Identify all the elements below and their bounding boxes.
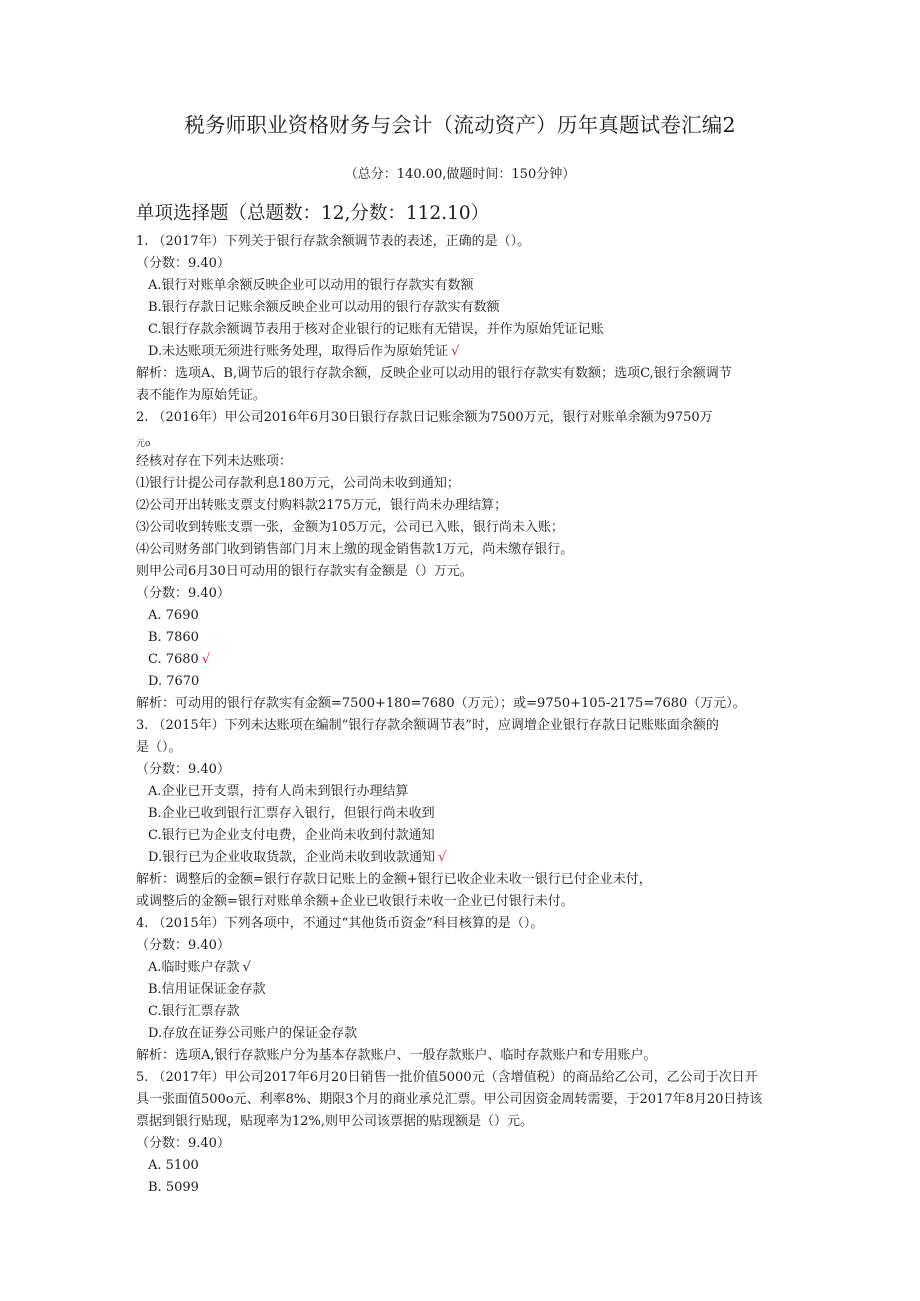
question-4	[136, 913, 796, 1067]
list-item: ⑶公司收到转账支票一张，金额为105万元，公司已入账，银行尚未入账；	[136, 520, 564, 535]
question-score: （分数：9.40）	[136, 1136, 230, 1151]
question-stem: 是（）。	[136, 740, 182, 755]
option-text: D.银行已为企业收取货款，企业尚未收到收款通知	[148, 850, 436, 865]
question-score: （分数：9.40）	[136, 586, 230, 601]
option-text: D.存放在证券公司账户的保证金存款	[148, 1026, 358, 1041]
analysis-line: 解析：选项A、B,调节后的银行存款余额，反映企业可以动用的银行存款实有数额；选项C,银行余额调节	[136, 366, 732, 381]
option-c	[136, 825, 796, 847]
analysis-line: 表不能作为原始凭证。	[136, 388, 267, 403]
stem-fragment: 元o	[136, 439, 151, 449]
correct-check-icon: √	[438, 850, 447, 865]
option-text: A. 5100	[148, 1158, 199, 1173]
document-subtitle: （总分：140.00,做题时间：150分钟）	[344, 167, 576, 182]
option-text: B. 7860	[148, 630, 199, 645]
option-b	[136, 979, 796, 1001]
list-item: ⑵公司开出转账支票支付购料款2175万元，银行尚未办理结算；	[136, 498, 508, 513]
question-score: （分数：9.40）	[136, 938, 230, 953]
option-text: A.企业已开支票，持有人尚未到银行办理结算	[148, 784, 409, 799]
question-list	[136, 231, 796, 1199]
document-title: 税务师职业资格财务与会计（流动资产）历年真题试卷汇编2	[184, 113, 736, 137]
option-d	[136, 1023, 796, 1045]
option-a	[136, 957, 796, 979]
question-1	[136, 231, 796, 407]
question-5	[136, 1067, 796, 1199]
option-a	[136, 781, 796, 803]
analysis-line: 解析：可动用的银行存款实有金额=7500+180=7680（万元）；或=9750+105-2175=7680（万元）。	[136, 696, 746, 711]
question-text: 则甲公司6月30日可动用的银行存款实有金额是（）万元。	[136, 564, 473, 579]
option-text: B.信用证保证金存款	[148, 982, 266, 997]
question-score: （分数：9.40）	[136, 256, 230, 271]
option-text: A.银行对账单余额反映企业可以动用的银行存款实有数额	[148, 278, 474, 293]
question-stem: 3. （2015年）下列未达账项在编制“银行存款余额调节表”时，应调增企业银行存款日记账账面余额的	[136, 718, 719, 733]
option-d	[136, 341, 796, 363]
question-stem: 4. （2015年）下列各项中，不通过“其他货币资金”科目核算的是（）。	[136, 916, 544, 931]
question-stem: 5. （2017年）甲公司2017年6月20日销售一批价值5000元（含增值税）的商品给乙公司，乙公司于次日开	[136, 1070, 758, 1085]
option-c	[136, 649, 796, 671]
analysis-line: 解析：调整后的金额=银行存款日记账上的金额+银行已收企业未收一银行已付企业未付，	[136, 872, 652, 887]
list-item: ⑴银行计提公司存款利息180万元，公司尚未收到通知；	[136, 476, 460, 491]
option-text: B. 5099	[148, 1180, 199, 1195]
analysis-line: 或调整后的金额=银行对账单余额+企业已收银行未收一企业已付银行未付。	[136, 894, 574, 909]
option-a	[136, 605, 796, 627]
option-text: C.银行存款余额调节表用于核对企业银行的记账有无错误，并作为原始凭证记账	[148, 322, 604, 337]
option-text: C. 7680	[148, 652, 199, 667]
option-c	[136, 1001, 796, 1023]
option-a	[136, 1155, 796, 1177]
option-b	[136, 297, 796, 319]
option-text: A.临时账户存款	[148, 960, 240, 975]
analysis-line: 解析：选项A,银行存款账户分为基本存款账户、一般存款账户、临时存款账户和专用账户。	[136, 1048, 657, 1063]
option-b	[136, 1177, 796, 1199]
option-c	[136, 319, 796, 341]
option-d	[136, 847, 796, 869]
question-score: （分数：9.40）	[136, 762, 230, 777]
option-text: A. 7690	[148, 608, 199, 623]
option-text: D. 7670	[148, 674, 200, 689]
section-heading: 单项选择题（总题数：12,分数：112.10）	[136, 203, 490, 224]
option-b	[136, 803, 796, 825]
question-stem: 1. （2017年）下列关于银行存款余额调节表的表述，正确的是（）。	[136, 234, 531, 249]
option-text: D.未达账项无须进行账务处理，取得后作为原始凭证	[148, 344, 449, 359]
option-a	[136, 275, 796, 297]
question-intro: 经核对存在下列未达账项：	[136, 454, 293, 469]
question-stem: 2. （2016年）甲公司2016年6月30日银行存款日记账余额为7500万元，银行对账单余额为9750万	[136, 410, 713, 425]
question-3	[136, 715, 796, 913]
option-text: B.银行存款日记账余额反映企业可以动用的银行存款实有数额	[148, 300, 500, 315]
correct-check-icon: √	[242, 960, 251, 975]
option-text: B.企业已收到银行汇票存入银行，但银行尚未收到	[148, 806, 435, 821]
option-d	[136, 671, 796, 693]
option-text: C.银行汇票存款	[148, 1004, 240, 1019]
question-stem: 具一张面值500o元、利率8%、期限3个月的商业承兑汇票。甲公司因资金周转需要，于2017年8月20日持该	[136, 1092, 763, 1107]
option-b	[136, 627, 796, 649]
correct-check-icon: √	[451, 344, 460, 359]
question-stem: 票据到银行贴现，贴现率为12%,则甲公司该票据的贴现额是（）元。	[136, 1114, 534, 1129]
question-2	[136, 407, 796, 715]
option-text: C.银行已为企业支付电费，企业尚未收到付款通知	[148, 828, 435, 843]
list-item: ⑷公司财务部门收到销售部门月末上缴的现金销售款1万元，尚未缴存银行。	[136, 542, 574, 557]
correct-check-icon: √	[201, 652, 211, 667]
